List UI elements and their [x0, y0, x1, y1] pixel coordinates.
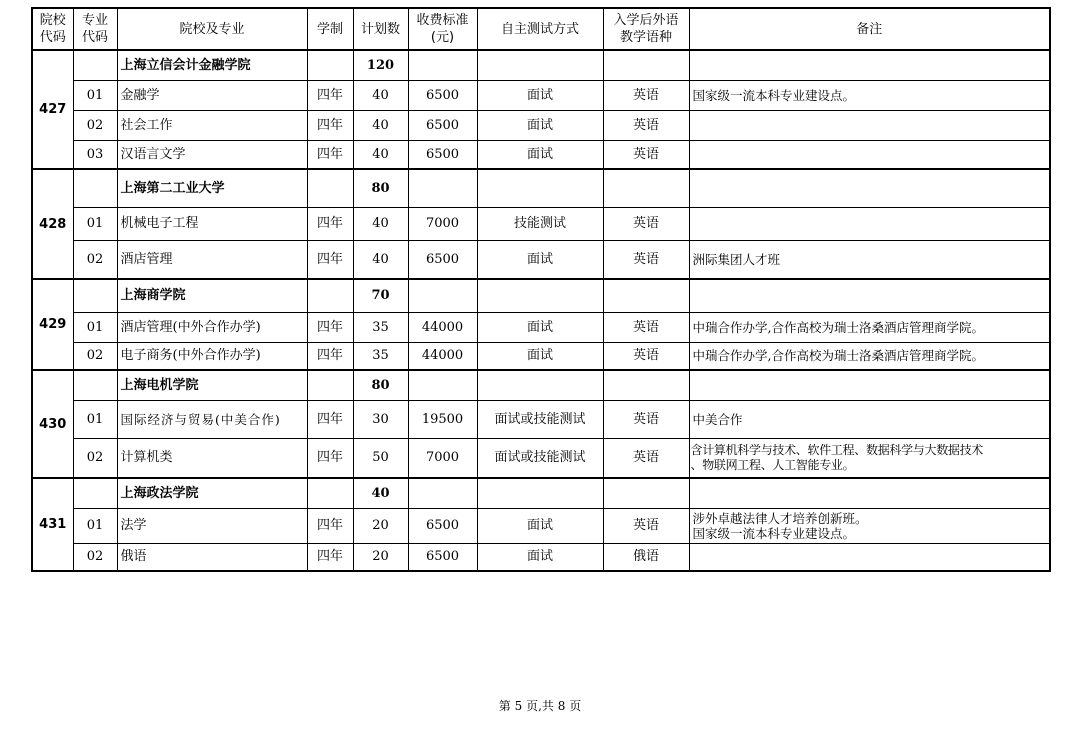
major-plan: 40	[353, 140, 408, 169]
school-code: 431	[32, 478, 73, 571]
school-row	[32, 50, 1050, 80]
school-plan-total: 120	[353, 50, 408, 80]
header-fee-line2: (元)	[430, 30, 455, 45]
major-row	[32, 80, 1050, 110]
header-test: 自主测试方式	[477, 8, 603, 50]
empty-cell	[477, 279, 603, 312]
header-row	[32, 8, 1050, 50]
school-group	[32, 169, 1050, 279]
header-fee-line1: 收费标准	[416, 13, 469, 28]
school-code: 430	[32, 370, 73, 478]
remark-line: 含计算机科学与技术、软件工程、数据科学与大数据技术	[690, 442, 984, 457]
empty-cell	[408, 370, 477, 400]
remark-line: 中瑞合作办学,合作高校为瑞士洛桑酒店管理商学院。	[692, 348, 984, 364]
major-language: 英语	[603, 110, 689, 140]
major-fee: 6500	[408, 140, 477, 169]
major-duration: 四年	[307, 400, 353, 438]
footer-page-number: 5	[514, 699, 523, 713]
major-row	[32, 140, 1050, 169]
school-code: 428	[32, 169, 73, 279]
major-remarks	[689, 140, 1050, 169]
major-fee: 6500	[408, 110, 477, 140]
major-plan: 35	[353, 312, 408, 342]
header-major-code-line1: 专业	[81, 13, 108, 28]
empty-cell	[689, 478, 1050, 508]
major-name: 酒店管理	[117, 240, 307, 279]
empty-cell	[603, 478, 689, 508]
major-remarks	[689, 438, 1050, 478]
major-duration: 四年	[307, 140, 353, 169]
empty-cell	[477, 169, 603, 207]
remark-line: 国家级一流本科专业建设点。	[692, 87, 856, 103]
major-code: 02	[73, 110, 117, 140]
header-fee	[408, 8, 477, 50]
empty-cell	[307, 169, 353, 207]
major-fee: 19500	[408, 400, 477, 438]
empty-cell	[689, 370, 1050, 400]
school-code: 429	[32, 279, 73, 370]
major-remarks	[689, 508, 1050, 543]
major-code: 02	[73, 240, 117, 279]
school-group	[32, 50, 1050, 169]
major-language: 英语	[603, 400, 689, 438]
major-duration: 四年	[307, 207, 353, 240]
major-language: 英语	[603, 140, 689, 169]
empty-cell	[689, 169, 1050, 207]
major-fee: 6500	[408, 240, 477, 279]
empty-cell	[307, 50, 353, 80]
major-language: 英语	[603, 342, 689, 370]
major-test: 面试	[477, 312, 603, 342]
empty-cell	[73, 478, 117, 508]
major-name: 社会工作	[117, 110, 307, 140]
school-group	[32, 478, 1050, 571]
major-language: 英语	[603, 312, 689, 342]
major-test: 技能测试	[477, 207, 603, 240]
empty-cell	[408, 50, 477, 80]
major-language: 英语	[603, 508, 689, 543]
empty-cell	[689, 50, 1050, 80]
school-name: 上海商学院	[117, 279, 307, 312]
major-name: 电子商务(中外合作办学)	[117, 342, 307, 370]
header-school-code-line2: 代码	[39, 30, 66, 45]
school-name: 上海立信会计金融学院	[117, 50, 307, 80]
major-test: 面试	[477, 240, 603, 279]
major-code: 01	[73, 312, 117, 342]
header-language	[603, 8, 689, 50]
major-remarks	[689, 207, 1050, 240]
major-code: 02	[73, 438, 117, 478]
header-language-line2: 教学语种	[619, 30, 672, 45]
remark-line: 涉外卓越法律人才培养创新班。	[692, 510, 868, 526]
empty-cell	[307, 279, 353, 312]
empty-cell	[689, 279, 1050, 312]
empty-cell	[408, 279, 477, 312]
major-remarks	[689, 80, 1050, 110]
major-plan: 20	[353, 543, 408, 571]
major-plan: 50	[353, 438, 408, 478]
major-language: 俄语	[603, 543, 689, 571]
major-row	[32, 438, 1050, 478]
empty-cell	[603, 279, 689, 312]
school-plan-total: 70	[353, 279, 408, 312]
remark-line: 国家级一流本科专业建设点。	[692, 525, 856, 541]
remark-line: 中瑞合作办学,合作高校为瑞士洛桑酒店管理商学院。	[692, 319, 984, 335]
major-plan: 35	[353, 342, 408, 370]
major-code: 03	[73, 140, 117, 169]
school-code: 427	[32, 50, 73, 169]
major-fee: 7000	[408, 207, 477, 240]
major-code: 01	[73, 508, 117, 543]
major-name: 金融学	[117, 80, 307, 110]
major-test: 面试	[477, 110, 603, 140]
major-test: 面试	[477, 543, 603, 571]
major-remarks	[689, 240, 1050, 279]
remark-line: 中美合作	[692, 411, 743, 427]
major-plan: 40	[353, 110, 408, 140]
empty-cell	[73, 279, 117, 312]
major-plan: 20	[353, 508, 408, 543]
empty-cell	[408, 169, 477, 207]
major-remarks	[689, 400, 1050, 438]
major-remarks	[689, 543, 1050, 571]
major-duration: 四年	[307, 508, 353, 543]
major-test: 面试或技能测试	[477, 438, 603, 478]
major-remarks	[689, 312, 1050, 342]
header-language-line1: 入学后外语	[613, 13, 679, 28]
major-language: 英语	[603, 438, 689, 478]
school-group	[32, 370, 1050, 478]
remark-line: 洲际集团人才班	[692, 251, 781, 267]
major-plan: 40	[353, 80, 408, 110]
major-name: 法学	[117, 508, 307, 543]
major-duration: 四年	[307, 342, 353, 370]
major-row	[32, 508, 1050, 543]
school-row	[32, 169, 1050, 207]
major-test: 面试或技能测试	[477, 400, 603, 438]
major-test: 面试	[477, 140, 603, 169]
major-language: 英语	[603, 240, 689, 279]
header-school-code-line1: 院校	[39, 13, 66, 28]
major-row	[32, 110, 1050, 140]
major-row	[32, 400, 1050, 438]
major-remarks	[689, 342, 1050, 370]
major-fee: 44000	[408, 342, 477, 370]
footer-suffix: 页	[569, 699, 582, 713]
empty-cell	[603, 50, 689, 80]
major-fee: 6500	[408, 543, 477, 571]
major-name: 汉语言文学	[117, 140, 307, 169]
empty-cell	[477, 478, 603, 508]
major-fee: 44000	[408, 312, 477, 342]
major-row	[32, 207, 1050, 240]
major-row	[32, 312, 1050, 342]
major-plan: 30	[353, 400, 408, 438]
school-plan-total: 80	[353, 370, 408, 400]
major-fee: 7000	[408, 438, 477, 478]
major-plan: 40	[353, 207, 408, 240]
footer-prefix: 第	[498, 699, 511, 713]
header-duration: 学制	[307, 8, 353, 50]
header-major-code-line2: 代码	[81, 30, 108, 45]
school-group	[32, 279, 1050, 370]
major-code: 01	[73, 207, 117, 240]
major-duration: 四年	[307, 438, 353, 478]
major-test: 面试	[477, 508, 603, 543]
school-row	[32, 279, 1050, 312]
page-footer	[0, 697, 1080, 714]
empty-cell	[73, 370, 117, 400]
footer-total-pages: 8	[557, 699, 566, 713]
major-code: 02	[73, 543, 117, 571]
major-duration: 四年	[307, 110, 353, 140]
major-code: 02	[73, 342, 117, 370]
empty-cell	[603, 169, 689, 207]
empty-cell	[477, 370, 603, 400]
header-school-code	[32, 8, 73, 50]
major-duration: 四年	[307, 240, 353, 279]
major-plan: 40	[353, 240, 408, 279]
empty-cell	[73, 169, 117, 207]
school-row	[32, 478, 1050, 508]
major-row	[32, 543, 1050, 571]
major-name: 酒店管理(中外合作办学)	[117, 312, 307, 342]
major-duration: 四年	[307, 312, 353, 342]
school-name: 上海第二工业大学	[117, 169, 307, 207]
school-row	[32, 370, 1050, 400]
remark-line: 、物联网工程、人工智能专业。	[690, 457, 855, 472]
major-test: 面试	[477, 342, 603, 370]
admissions-table	[31, 7, 1051, 572]
major-duration: 四年	[307, 543, 353, 571]
empty-cell	[307, 478, 353, 508]
empty-cell	[408, 478, 477, 508]
empty-cell	[307, 370, 353, 400]
major-remarks	[689, 110, 1050, 140]
major-name: 国际经济与贸易(中美合作)	[117, 400, 307, 438]
school-plan-total: 40	[353, 478, 408, 508]
empty-cell	[477, 50, 603, 80]
major-language: 英语	[603, 80, 689, 110]
header-plan: 计划数	[353, 8, 408, 50]
major-row	[32, 342, 1050, 370]
school-name: 上海电机学院	[117, 370, 307, 400]
major-name: 计算机类	[117, 438, 307, 478]
major-row	[32, 240, 1050, 279]
major-fee: 6500	[408, 508, 477, 543]
footer-mid: 页,共	[526, 699, 554, 713]
header-major-code	[73, 8, 117, 50]
major-code: 01	[73, 80, 117, 110]
major-test: 面试	[477, 80, 603, 110]
school-name: 上海政法学院	[117, 478, 307, 508]
major-name: 机械电子工程	[117, 207, 307, 240]
major-language: 英语	[603, 207, 689, 240]
header-school-major: 院校及专业	[117, 8, 307, 50]
major-code: 01	[73, 400, 117, 438]
major-fee: 6500	[408, 80, 477, 110]
major-duration: 四年	[307, 80, 353, 110]
major-name: 俄语	[117, 543, 307, 571]
header-remarks: 备注	[689, 8, 1050, 50]
school-plan-total: 80	[353, 169, 408, 207]
empty-cell	[73, 50, 117, 80]
empty-cell	[603, 370, 689, 400]
